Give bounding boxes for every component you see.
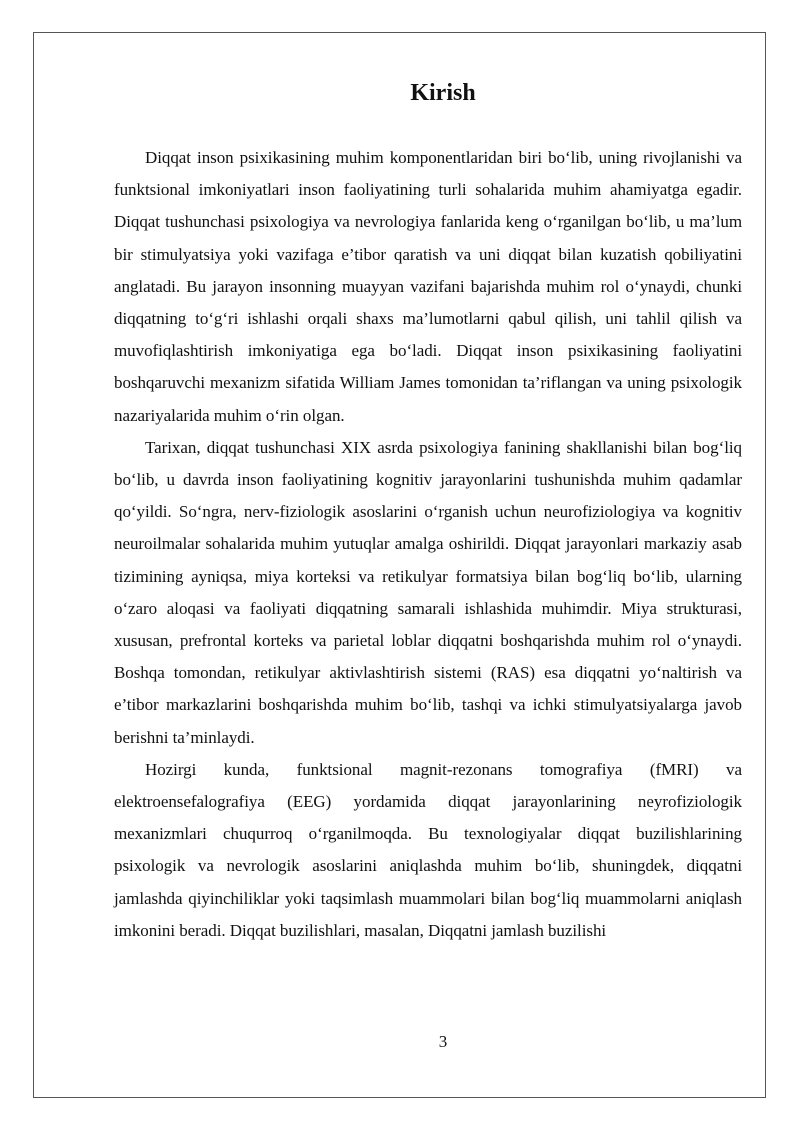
paragraph-3: Hozirgi kunda, funktsional magnit-rezonans tomografiya (fMRI) va elektroensefalografiya (EEG) yordamida diqqat jarayonlarining neyrofiziologik mexanizmlari chuqurroq o‘rganilmoqda. Bu texnologiyalar diqqat buzilishlarining psixologik va nevrologik asoslarini aniqlashda muhim bo‘lib, shuningdek, diqqatni jamlashda qiyinchiliklar yoki taqsimlash muammolari bilan bog‘liq muammolarni aniqlash imkonini beradi. Diqqat buzilishlari, masalan, Diqqatni jamlash buzilishi [114, 759, 742, 940]
page-title: Kirish [410, 80, 476, 106]
page-number: 3 [438, 1032, 448, 1051]
paragraph-2: Tarixan, diqqat tushunchasi XIX asrda psixologiya fanining shakllanishi bilan bog‘liq bo‘lib, u davrda inson faoliyatining kognitiv jarayonlarini tushunishda muhim qadamlar qo‘yildi. So‘ngra, nerv-fiziologik asoslarini o‘rganish uchun neurofiziologiya va kognitiv neuroilmalar sohalarida muhim yutuqlar amalga oshirildi. Diqqat jarayonlari markaziy asab tizimining ayniqsa, miya korteksi va retikulyar formatsiya bilan bog‘liq bo‘lib, ularning o‘zaro aloqasi va faoliyati diqqatning samarali ishlashida muhimdir. Miya strukturasi, xususan, prefrontal korteks va parietal loblar diqqatni boshqarishda muhim rol o‘ynaydi. Boshqa tomondan, retikulyar aktivlashtirish sistemi (RAS) esa diqqatni yo‘naltirish va e’tibor markazlarini boshqarishda muhim bo‘lib, tashqi va ichki stimulyatsiyalarga javob berishni ta’minlaydi. [114, 437, 742, 747]
page-content [114, 76, 742, 947]
paragraph-1: Diqqat inson psixikasining muhim komponentlaridan biri bo‘lib, uning rivojlanishi va funktsional imkoniyatlari inson faoliyatining turli sohalarida muhim ahamiyatga egadir. Diqqat tushunchasi psixologiya va nevrologiya fanlarida keng o‘rganilgan bo‘lib, u ma’lum bir stimulyatsiya yoki vazifaga e’tibor qaratish va uni diqqat bilan kuzatish qobiliyatini anglatadi. Bu jarayon insonning muayyan vazifani bajarishda muhim rol o‘ynaydi, chunki diqqatning to‘g‘ri ishlashi orqali shaxs ma’lumotlarni qabul qilish, uni tahlil qilish va muvofiqlashtirish imkoniyatiga ega bo‘ladi. Diqqat inson psixikasining faoliyatini boshqaruvchi mexanizm sifatida William James tomonidan ta’riflangan va uning psixologik nazariyalarida muhim o‘rin olgan. [114, 148, 742, 425]
